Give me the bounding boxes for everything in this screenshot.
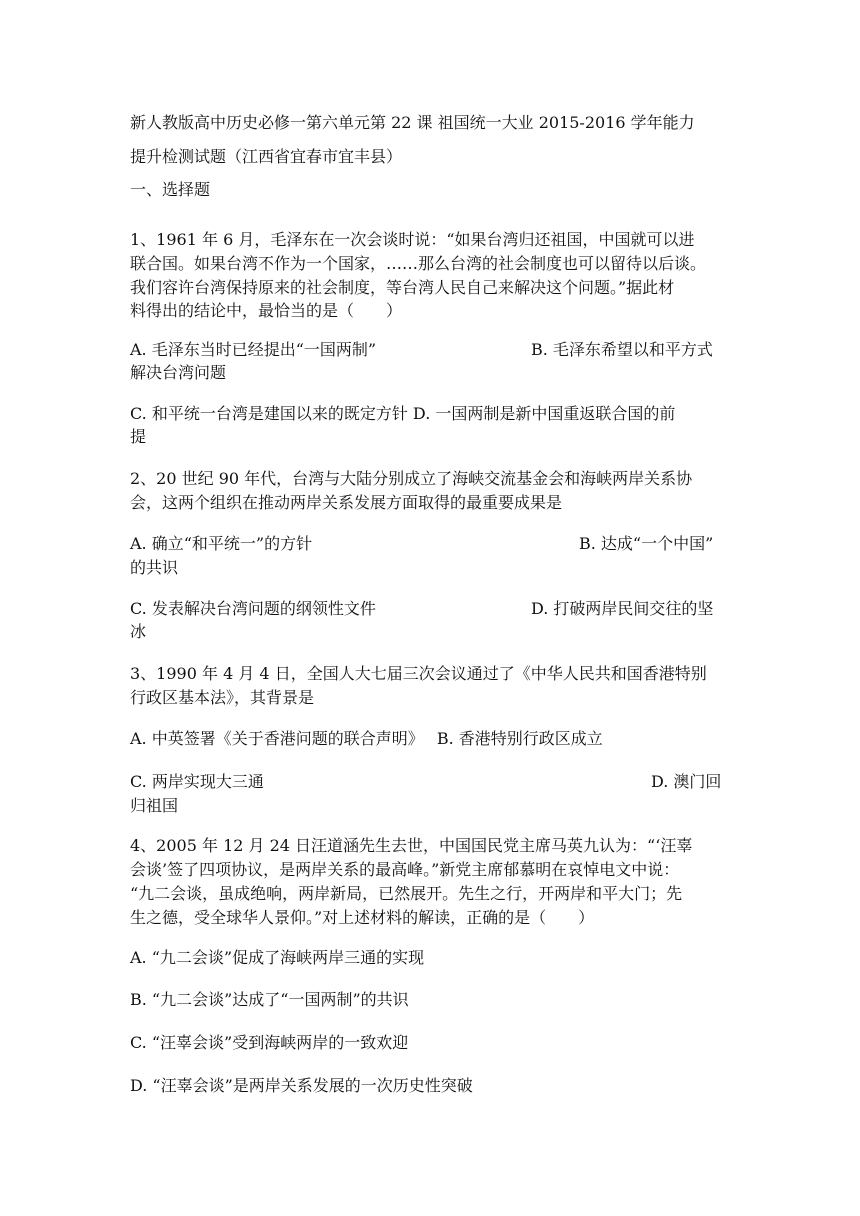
q4-option-b: B. “九二会谈”达成了“一国两制”的共识 [130, 990, 409, 1009]
q4-line: “九二会谈，虽成绝响，两岸新局，已然展开。先生之行，开两岸和平大门；先 [130, 884, 683, 903]
q3-line: 行政区基本法》，其背景是 [130, 688, 315, 707]
q4-line: 4、2005 年 12 月 24 日汪道涵先生去世，中国国民党主席马英九认为：“‘汪辜 [130, 836, 693, 855]
q3-option-ab: A. 中英签署《关于香港问题的联合声明》 B. 香港特别行政区成立 [130, 729, 603, 748]
q2-option-c: C. 发表解决台湾问题的纲领性文件 [130, 599, 376, 618]
q4-line: 会谈’签了四项协议，是两岸关系的最高峰。”新党主席郁慕明在哀悼电文中说： [130, 860, 680, 879]
doc-title-line2: 提升检测试题（江西省宜春市宜丰县） [130, 147, 403, 166]
q1-option-b: B. 毛泽东希望以和平方式 [531, 340, 713, 359]
q3-option-c: C. 两岸实现大三通 [130, 772, 264, 791]
q3-line: 3、1990 年 4 月 4 日，全国人大七届三次会议通过了《中华人民共和国香港特别 [130, 664, 707, 683]
q2-line: 2、20 世纪 90 年代，台湾与大陆分别成立了海峡交流基金会和海峡两岸关系协 [130, 469, 693, 488]
q4-option-d: D. “汪辜会谈”是两岸关系发展的一次历史性突破 [130, 1076, 473, 1095]
q2-option-d: D. 打破两岸民间交往的坚 [531, 599, 714, 618]
q4-option-c: C. “汪辜会谈”受到海峡两岸的一致欢迎 [130, 1033, 409, 1052]
q2-option-b-cont: 的共识 [130, 558, 179, 577]
q1-option-a: A. 毛泽东当时已经提出“一国两制” [130, 340, 377, 359]
q4-line: 生之德，受全球华人景仰。”对上述材料的解读，正确的是（ ） [130, 908, 595, 927]
q1-option-b-cont: 解决台湾问题 [130, 363, 227, 382]
q4-option-a: A. “九二会谈”促成了海峡两岸三通的实现 [130, 948, 425, 967]
q3-option-d: D. 澳门回 [651, 772, 722, 791]
q1-line: 1、1961 年 6 月，毛泽东在一次会谈时说：“如果台湾归还祖国，中国就可以进 [130, 230, 695, 249]
q2-option-d-cont: 冰 [130, 622, 147, 641]
q1-line: 我们容许台湾保持原来的社会制度，等台湾人民自己来解决这个问题。”据此材 [130, 278, 675, 297]
q2-option-b: B. 达成“一个中国” [579, 534, 714, 553]
q2-line: 会，这两个组织在推动两岸关系发展方面取得的最重要成果是 [130, 493, 563, 512]
q3-option-d-cont: 归祖国 [130, 796, 179, 815]
q1-option-cd: C. 和平统一台湾是建国以来的既定方针 D. 一国两制是新中国重返联合国的前 [130, 404, 676, 423]
q1-line: 料得出的结论中，最恰当的是（ ） [130, 301, 403, 320]
section-heading: 一、选择题 [130, 180, 211, 199]
q2-option-a: A. 确立“和平统一”的方针 [130, 534, 313, 553]
q1-line: 联合国。如果台湾不作为一个国家，……那么台湾的社会制度也可以留待以后谈。 [130, 254, 707, 273]
doc-title-line1: 新人教版高中历史必修一第六单元第 22 课 祖国统一大业 2015-2016 学年能力 [130, 113, 695, 132]
q1-option-d-cont: 提 [130, 427, 147, 446]
